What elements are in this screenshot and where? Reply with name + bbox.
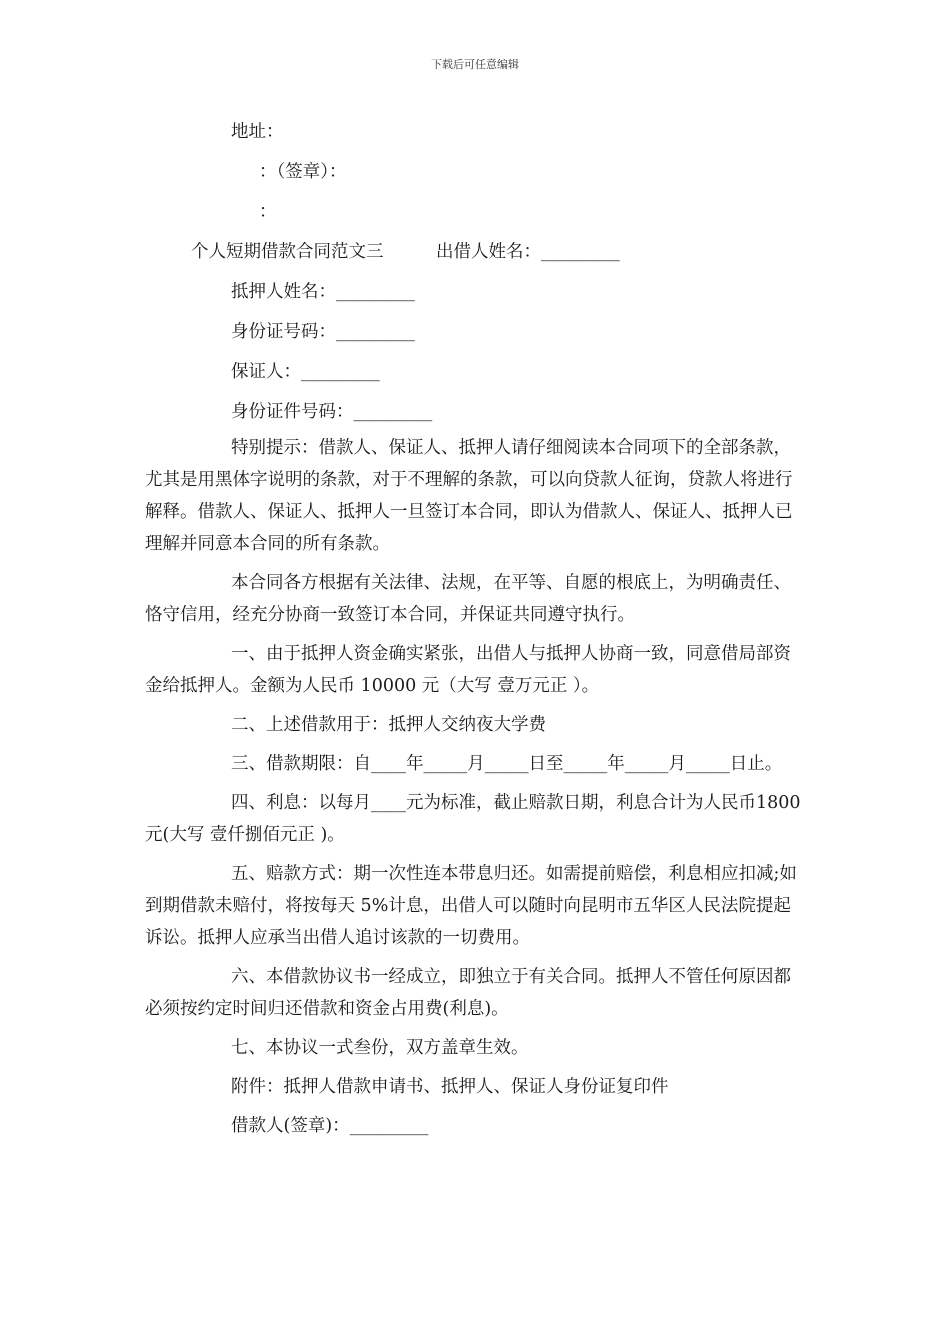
colon-line: ： (259, 202, 277, 222)
clause-2: 二、上述借款用于：抵押人交纳夜大学费 (231, 715, 546, 735)
mortgagor-name-line: 抵押人姓名：_________ (231, 282, 415, 302)
clause-5: 五、赔款方式：期一次性连本带息归还。如需提前赔偿，利息相应扣减;如到期借款未赔付，将按每天 5%计息，出借人可以随时向昆明市五华区人民法院提起诉讼。抵押人应承当出借人追讨该款的一切费用。 (145, 864, 797, 948)
document-body (145, 112, 805, 1149)
special-notice-paragraph: 特别提示：借款人、保证人、抵押人请仔细阅读本合同项下的全部条款，尤其是用黑体字说明的条款，对于不理解的条款，可以向贷款人征询，贷款人将进行解释。借款人、保证人、抵押人一旦签订本合同，即认为借款人、保证人、抵押人已理解并同意本合同的所有条款。 (145, 438, 793, 554)
guarantor-line: 保证人：_________ (231, 362, 380, 382)
clause-6: 六、本借款协议书一经成立，即独立于有关合同。抵押人不管任何原因都必须按约定时间归还借款和资金占用费(利息)。 (145, 967, 791, 1019)
intro-paragraph: 本合同各方根据有关法律、法规，在平等、自愿的根底上，为明确责任、恪守信用，经充分协商一致签订本合同，并保证共同遵守执行。 (145, 573, 791, 625)
clause-4: 四、利息：以每月____元为标准，截止赔款日期，利息合计为人民币1800 元(大写 壹仟捌佰元正 )。 (145, 793, 807, 845)
contract-title-lender-line: 个人短期借款合同范文三 出借人姓名：_________ (191, 242, 620, 262)
clause-1: 一、由于抵押人资金确实紧张，出借人与抵押人协商一致，同意借局部资金给抵押人。金额为人民币 10000 元（大写 壹万元正 ）。 (145, 644, 791, 696)
signature-line: ：（签章）： (259, 162, 347, 182)
page-header: 下载后可任意编辑 (431, 58, 519, 71)
attachment-line: 附件：抵押人借款申请书、抵押人、保证人身份证复印件 (231, 1077, 669, 1097)
address-line: 地址： (231, 122, 284, 142)
id-number-line: 身份证号码：_________ (231, 322, 415, 342)
clause-3: 三、借款期限：自____年_____月_____日至_____年_____月_____日止。 (231, 754, 783, 774)
clause-7: 七、本协议一式叁份，双方盖章生效。 (231, 1038, 529, 1058)
id-document-number-line: 身份证件号码：_________ (231, 402, 433, 422)
borrower-signature-line: 借款人(签章)：_________ (231, 1116, 429, 1136)
